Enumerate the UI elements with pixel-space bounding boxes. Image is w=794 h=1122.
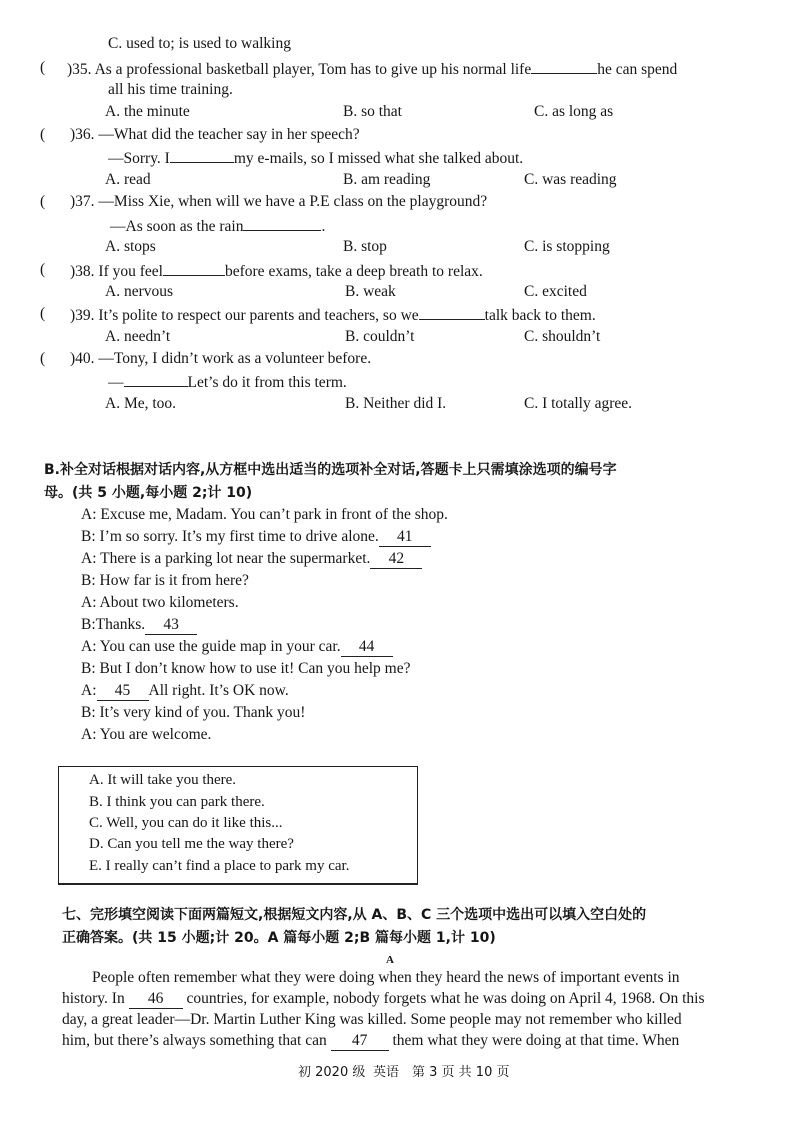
q34-option-c: C. used to; is used to walking bbox=[108, 35, 291, 52]
passage-line bbox=[62, 1030, 754, 1051]
dialogue-text: A: You can use the guide map in your car. bbox=[81, 638, 341, 655]
section-b-heading-line2: 母。(共 5 小题,每小题 2;计 10) bbox=[44, 485, 253, 501]
question-number: )37. bbox=[70, 193, 95, 210]
passage-line bbox=[62, 1009, 754, 1030]
question-text: — bbox=[108, 374, 124, 391]
option-a: A. needn’t bbox=[105, 328, 171, 345]
question-37-line2 bbox=[110, 215, 325, 237]
question-text: It’s polite to respect our parents and teachers, so we bbox=[98, 307, 419, 324]
question-text-post: he can spend bbox=[597, 61, 678, 78]
options-box bbox=[58, 766, 418, 885]
question-text-post: my e-mails, so I missed what she talked about. bbox=[233, 150, 524, 167]
section-7-heading: 七、完形填空阅读下面两篇短文,根据短文内容,从 A、B、C 三个选项中选出可以填入空白处的 bbox=[62, 907, 647, 923]
question-text-post: . bbox=[321, 218, 326, 235]
option-a: A. read bbox=[105, 171, 151, 188]
box-option-e: E. I really can’t find a place to park my car. bbox=[89, 858, 350, 874]
box-option-c: C. Well, you can do it like this... bbox=[89, 815, 283, 831]
question-number: )35. bbox=[67, 61, 92, 78]
dialogue-text: B:Thanks. bbox=[81, 616, 146, 633]
dialogue-text: B: But I don’t know how to use it! Can you help me? bbox=[81, 660, 411, 677]
answer-blank bbox=[243, 215, 321, 231]
answer-paren[interactable]: ( bbox=[40, 305, 46, 322]
answer-blank bbox=[531, 58, 597, 74]
option-b: B. so that bbox=[343, 103, 402, 120]
option-b: B. couldn’t bbox=[345, 328, 415, 345]
dialogue-line bbox=[81, 637, 393, 657]
question-38 bbox=[70, 260, 483, 282]
option-c: C. I totally agree. bbox=[524, 395, 633, 412]
question-37 bbox=[70, 192, 487, 212]
passage-text: day, a great leader—Dr. Martin Luther King was killed. Some people may not remember who killed bbox=[62, 1011, 682, 1028]
dialogue-text: A: Excuse me, Madam. You can’t park in front of the shop. bbox=[81, 506, 448, 523]
dialogue-text: A: You are welcome. bbox=[81, 726, 212, 743]
question-40-line2 bbox=[108, 371, 347, 393]
question-text: —As soon as the rain bbox=[110, 218, 244, 235]
dialogue-line bbox=[81, 681, 289, 701]
footer-grade: 初 2020 级 bbox=[298, 1065, 366, 1080]
option-c: C. excited bbox=[524, 283, 587, 300]
question-number: )39. bbox=[70, 307, 95, 324]
dialogue-text: A: There is a parking lot near the supermarket. bbox=[81, 550, 371, 567]
answer-paren[interactable]: ( bbox=[40, 193, 46, 210]
box-option-a: A. It will take you there. bbox=[89, 772, 237, 788]
answer-paren[interactable]: ( bbox=[40, 350, 46, 367]
dialogue-text: A: bbox=[81, 682, 97, 699]
dialogue-line bbox=[81, 505, 448, 525]
question-number: )38. bbox=[70, 263, 95, 280]
question-text: If you feel bbox=[98, 263, 163, 280]
question-text: —Sorry. I bbox=[108, 150, 170, 167]
footer-subject: 英语 bbox=[373, 1065, 400, 1080]
answer-blank-44: 44 bbox=[341, 638, 393, 657]
option-a: A. nervous bbox=[105, 283, 174, 300]
option-b: B. am reading bbox=[343, 171, 431, 188]
question-text-post: before exams, take a deep breath to relax. bbox=[224, 263, 483, 280]
box-option-b: B. I think you can park there. bbox=[89, 794, 265, 810]
option-c: C. shouldn’t bbox=[524, 328, 601, 345]
option-c: C. is stopping bbox=[524, 238, 610, 255]
dialogue-text-post: All right. It’s OK now. bbox=[148, 682, 289, 699]
option-b: B. weak bbox=[345, 283, 396, 300]
answer-paren[interactable]: ( bbox=[40, 126, 46, 143]
answer-blank bbox=[419, 304, 485, 320]
option-c: C. was reading bbox=[524, 171, 617, 188]
option-b: B. Neither did I. bbox=[345, 395, 447, 412]
dialogue-text: B: I’m so sorry. It’s my first time to drive alone. bbox=[81, 528, 379, 545]
question-35-continued: all his time training. bbox=[108, 81, 233, 98]
box-option-d: D. Can you tell me the way there? bbox=[89, 836, 294, 852]
passage-text: history. In bbox=[62, 990, 125, 1007]
section-7-heading-line2: 正确答案。(共 15 小题;计 20。A 篇每小题 2;B 篇每小题 1,计 10) bbox=[62, 930, 496, 946]
answer-blank-45: 45 bbox=[97, 682, 149, 701]
answer-blank-43: 43 bbox=[145, 616, 197, 635]
option-a: A. the minute bbox=[105, 103, 190, 120]
option-a: A. stops bbox=[105, 238, 156, 255]
passage-text: them what they were doing at that time. When bbox=[392, 1032, 680, 1049]
passage-text: him, but there’s always something that can bbox=[62, 1032, 327, 1049]
passage-text: countries, for example, nobody forgets what he was doing on April 4, 1968. On this bbox=[186, 990, 705, 1007]
dialogue-line bbox=[81, 725, 211, 745]
passage-line bbox=[62, 967, 754, 988]
dialogue-line bbox=[81, 527, 431, 547]
question-number: )40. bbox=[70, 350, 95, 367]
question-text: —What did the teacher say in her speech? bbox=[98, 126, 360, 143]
question-text-post: Let’s do it from this term. bbox=[187, 374, 347, 391]
section-b-heading: B.补全对话根据对话内容,从方框中选出适当的选项补全对话,答题卡上只需填涂选项的编号字 bbox=[44, 462, 617, 478]
question-40 bbox=[70, 349, 371, 369]
question-text-post: talk back to them. bbox=[484, 307, 596, 324]
passage-label: A bbox=[386, 954, 394, 966]
question-36 bbox=[70, 125, 360, 145]
passage-line bbox=[62, 988, 754, 1009]
question-number: )36. bbox=[70, 126, 95, 143]
question-text: —Tony, I didn’t work as a volunteer before. bbox=[98, 350, 372, 367]
blank-46: 46 bbox=[129, 990, 183, 1009]
answer-blank-41: 41 bbox=[379, 528, 431, 547]
dialogue-text: B: How far is it from here? bbox=[81, 572, 249, 589]
dialogue-text: A: About two kilometers. bbox=[81, 594, 239, 611]
dialogue-line bbox=[81, 659, 411, 679]
answer-blank bbox=[124, 371, 188, 387]
question-35 bbox=[67, 58, 677, 80]
question-36-line2 bbox=[108, 147, 523, 169]
dialogue-line bbox=[81, 571, 249, 591]
blank-47: 47 bbox=[331, 1032, 389, 1051]
answer-blank-42: 42 bbox=[370, 550, 422, 569]
dialogue-line bbox=[81, 703, 305, 723]
answer-paren[interactable]: ( bbox=[40, 59, 46, 76]
answer-blank bbox=[163, 260, 225, 276]
option-c: C. as long as bbox=[534, 103, 614, 120]
option-a: A. Me, too. bbox=[105, 395, 177, 412]
dialogue-text: B: It’s very kind of you. Thank you! bbox=[81, 704, 306, 721]
question-39 bbox=[70, 304, 596, 326]
option-b: B. stop bbox=[343, 238, 387, 255]
answer-paren[interactable]: ( bbox=[40, 261, 46, 278]
dialogue-line bbox=[81, 549, 422, 569]
dialogue-line bbox=[81, 615, 197, 635]
footer-page: 第 3 页 共 10 页 bbox=[412, 1065, 510, 1080]
answer-blank bbox=[170, 147, 234, 163]
passage-text: People often remember what they were doing when they heard the news of important events in bbox=[92, 969, 680, 986]
dialogue-line bbox=[81, 593, 239, 613]
question-text: As a professional basketball player, Tom has to give up his normal life bbox=[94, 61, 532, 78]
question-text: —Miss Xie, when will we have a P.E class on the playground? bbox=[98, 193, 488, 210]
